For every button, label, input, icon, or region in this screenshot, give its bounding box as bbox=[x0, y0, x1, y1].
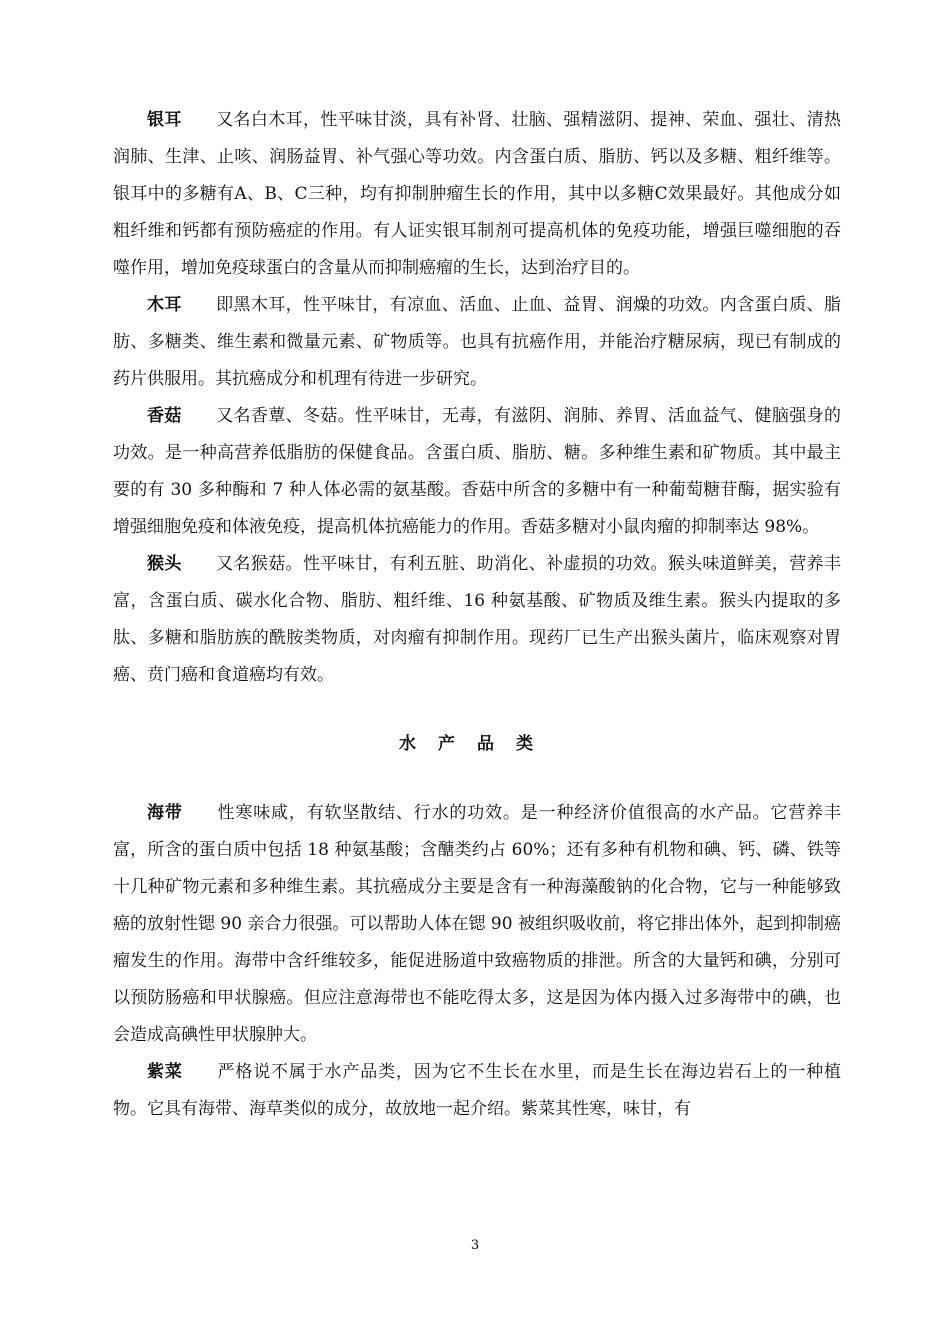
entry-title: 猴头 bbox=[147, 554, 182, 574]
entry-muer bbox=[113, 287, 841, 398]
entry-title: 银耳 bbox=[147, 110, 182, 130]
page-number: 3 bbox=[470, 1238, 480, 1253]
page-body bbox=[113, 102, 841, 1128]
entry-text: 又名猴菇。性平味甘，有利五脏、助消化、补虚损的功效。猴头味道鲜美，营养丰富，含蛋白质、碳水化合物、脂肪、粗纤维、16 种氨基酸、矿物质及维生素。猴头内提取的多肽、多糖和脂肪族的酰胺类物质，对肉瘤有抑制作用。现药厂已生产出猴头菌片，临床观察对胃癌、贲门癌和食道癌均有效。 bbox=[113, 554, 842, 685]
entry-title: 紫菜 bbox=[147, 1062, 183, 1082]
entry-text: 又名白木耳，性平味甘淡，具有补肾、壮脑、强精滋阴、提神、荣血、强壮、清热润肺、生津、止咳、润肠益胃、补气强心等功效。内含蛋白质、脂肪、钙以及多糖、粗纤维等。银耳中的多糖有A、B、C三种，均有抑制肿瘤生长的作用，其中以多糖C效果最好。其他成分如粗纤维和钙都有预防癌症的作用。有人证实银耳制剂可提高机体的免疫功能，增强巨噬细胞的吞噬作用，增加免疫球蛋白的含量从而抑制癌瘤的生长，达到治疗目的。 bbox=[113, 110, 842, 278]
entry-text: 严格说不属于水产品类，因为它不生长在水里，而是生长在海边岩石上的一种植物。它具有海带、海草类似的成分，故放地一起介绍。紫菜其性寒，味甘，有 bbox=[113, 1062, 842, 1119]
entry-haidai bbox=[113, 795, 841, 1054]
entry-zicai bbox=[113, 1054, 841, 1128]
entry-title: 海带 bbox=[147, 803, 183, 823]
entry-xianggu bbox=[113, 398, 841, 546]
entry-yiner bbox=[113, 102, 841, 287]
entry-title: 木耳 bbox=[147, 295, 182, 315]
entry-houtou bbox=[113, 546, 841, 694]
entry-title: 香菇 bbox=[147, 406, 182, 426]
section-heading: 水产品类 bbox=[399, 734, 555, 754]
entry-text: 又名香蕈、冬菇。性平味甘，无毒，有滋阴、润肺、养胃、活血益气、健脑强身的功效。是一种高营养低脂肪的保健食品。含蛋白质、脂肪、糖。多种维生素和矿物质。其中最主要的有 30 多种酶和 7 种人体必需的氨基酸。香菇中所含的多糖中有一种葡萄糖苷酶，据实验有增强细胞免疫和体液免疫，提高机体抗癌能力的作用。香菇多糖对小鼠肉瘤的抑制率达 98%。 bbox=[113, 406, 842, 537]
entry-text: 性寒味咸，有软坚散结、行水的功效。是一种经济价值很高的水产品。它营养丰富，所含的蛋白质中包括 18 种氨基酸；含醣类约占 60%；还有多种有机物和碘、钙、磷、铁等十几种矿物元素和多种维生素。其抗癌成分主要是含有一种海藻酸钠的化合物，它与一种能够致癌的放射性锶 90 亲合力很强。可以帮助人体在锶 90 被组织吸收前，将它排出体外，起到抑制癌瘤发生的作用。海带中含纤维较多，能促进肠道中致癌物质的排泄。所含的大量钙和碘，分别可以预防肠癌和甲状腺癌。但应注意海带也不能吃得太多，这是因为体内摄入过多海带中的碘，也会造成高碘性甲状腺肿大。 bbox=[113, 803, 842, 1045]
entry-text: 即黑木耳，性平味甘，有凉血、活血、止血、益胃、润燥的功效。内含蛋白质、脂肪、多糖类、维生素和微量元素、矿物质等。也具有抗癌作用，并能治疗糖尿病，现已有制成的药片供服用。其抗癌成分和机理有待进一步研究。 bbox=[113, 295, 842, 389]
